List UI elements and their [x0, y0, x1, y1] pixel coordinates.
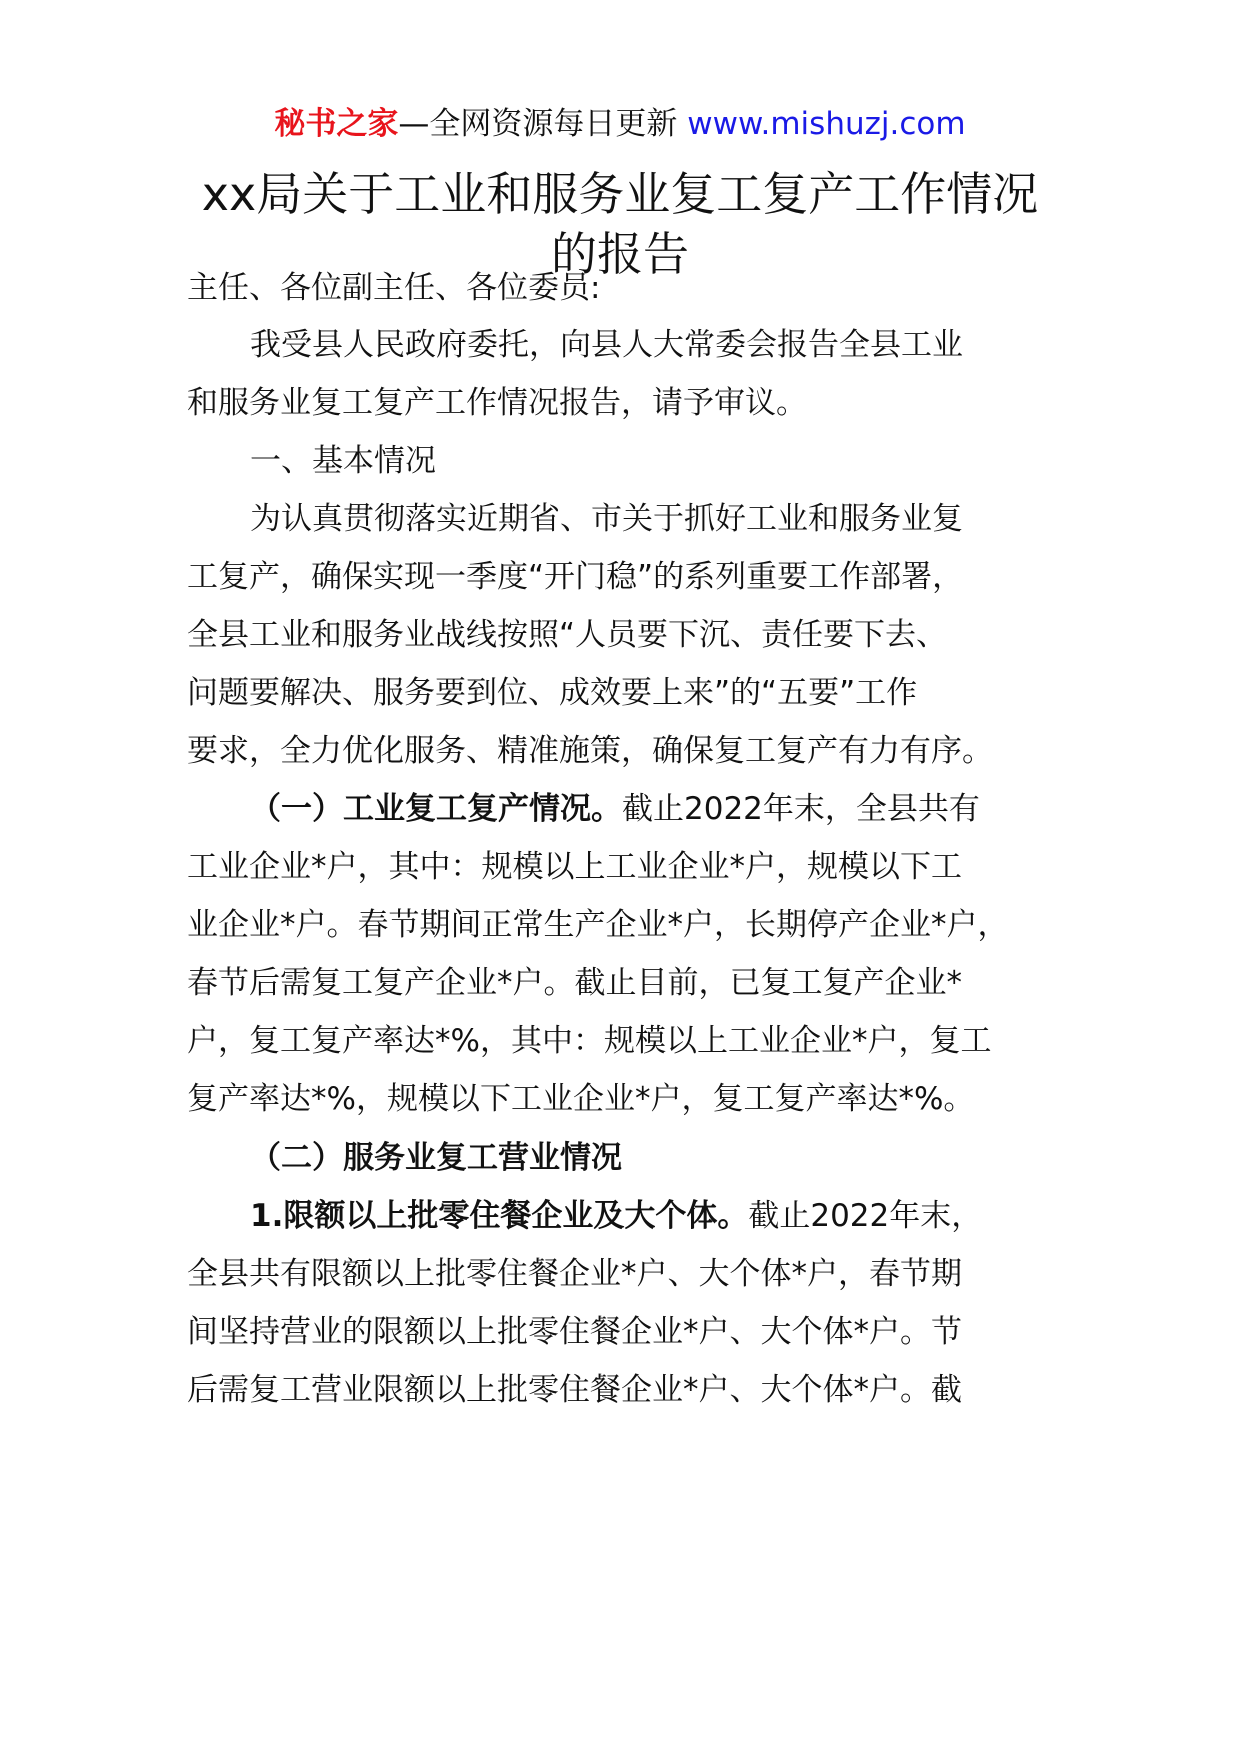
para3-line-2: 工业企业*户，其中：规模以上工业企业*户，规模以下工	[187, 849, 962, 885]
service-subheading: （二）服务业复工营业情况	[250, 1140, 622, 1176]
para2-line-3: 全县工业和服务业战线按照“人员要下沉、责任要下去、	[187, 617, 948, 653]
para1-line-1: 我受县人民政府委托，向县人大常委会报告全县工业	[250, 327, 963, 363]
para3-line-1	[250, 789, 1130, 829]
source-banner	[0, 104, 1240, 144]
para4-line-1-text: 截止2022年末，	[748, 1198, 983, 1234]
para3-line-5: 户，复工复产率达*%，其中：规模以上工业企业*户，复工	[187, 1023, 992, 1059]
para4-line-3: 间坚持营业的限额以上批零住餐企业*户、大个体*户。节	[187, 1314, 962, 1350]
banner-tagline: —全网资源每日更新	[398, 106, 688, 142]
para3-line-4: 春节后需复工复产企业*户。截止目前，已复工复产企业*	[187, 965, 962, 1001]
para3-line-6: 复产率达*%，规模以下工业企业*户，复工复产率达*%。	[187, 1081, 975, 1117]
para2-line-1: 为认真贯彻落实近期省、市关于抓好工业和服务业复	[250, 501, 963, 537]
title-line-1: xx局关于工业和服务业复工复产工作情况	[201, 167, 1039, 221]
brand-name: 秘书之家	[274, 106, 399, 142]
para3-line-1-text: 截止2022年末，全县共有	[622, 791, 980, 827]
industry-subheading: （一）工业复工复产情况。	[250, 791, 622, 827]
para4-line-2: 全县共有限额以上批零住餐企业*户、大个体*户，春节期	[187, 1256, 962, 1292]
para3-line-3: 业企业*户。春节期间正常生产企业*户，长期停产企业*户，	[187, 907, 1009, 943]
title-line-2: 的报告	[551, 227, 689, 281]
para4-line-1	[250, 1196, 1130, 1236]
document-title	[0, 164, 1240, 284]
site-url-link[interactable]: www.mishuzj.com	[687, 106, 966, 142]
para2-line-2: 工复产，确保实现一季度“开门稳”的系列重要工作部署，	[187, 559, 964, 595]
para2-line-4: 问题要解决、服务要到位、成效要上来”的“五要”工作	[187, 675, 918, 711]
retail-subheading: 1.限额以上批零住餐企业及大个体。	[250, 1198, 749, 1234]
para1-line-2: 和服务业复工复产工作情况报告，请予审议。	[187, 385, 807, 421]
para4-line-4: 后需复工营业限额以上批零住餐企业*户、大个体*户。截	[187, 1372, 962, 1408]
para2-line-5: 要求，全力优化服务、精准施策，确保复工复产有力有序。	[187, 733, 993, 769]
section-heading-basic: 一、基本情况	[250, 443, 436, 479]
salutation: 主任、各位副主任、各位委员:	[187, 270, 601, 306]
